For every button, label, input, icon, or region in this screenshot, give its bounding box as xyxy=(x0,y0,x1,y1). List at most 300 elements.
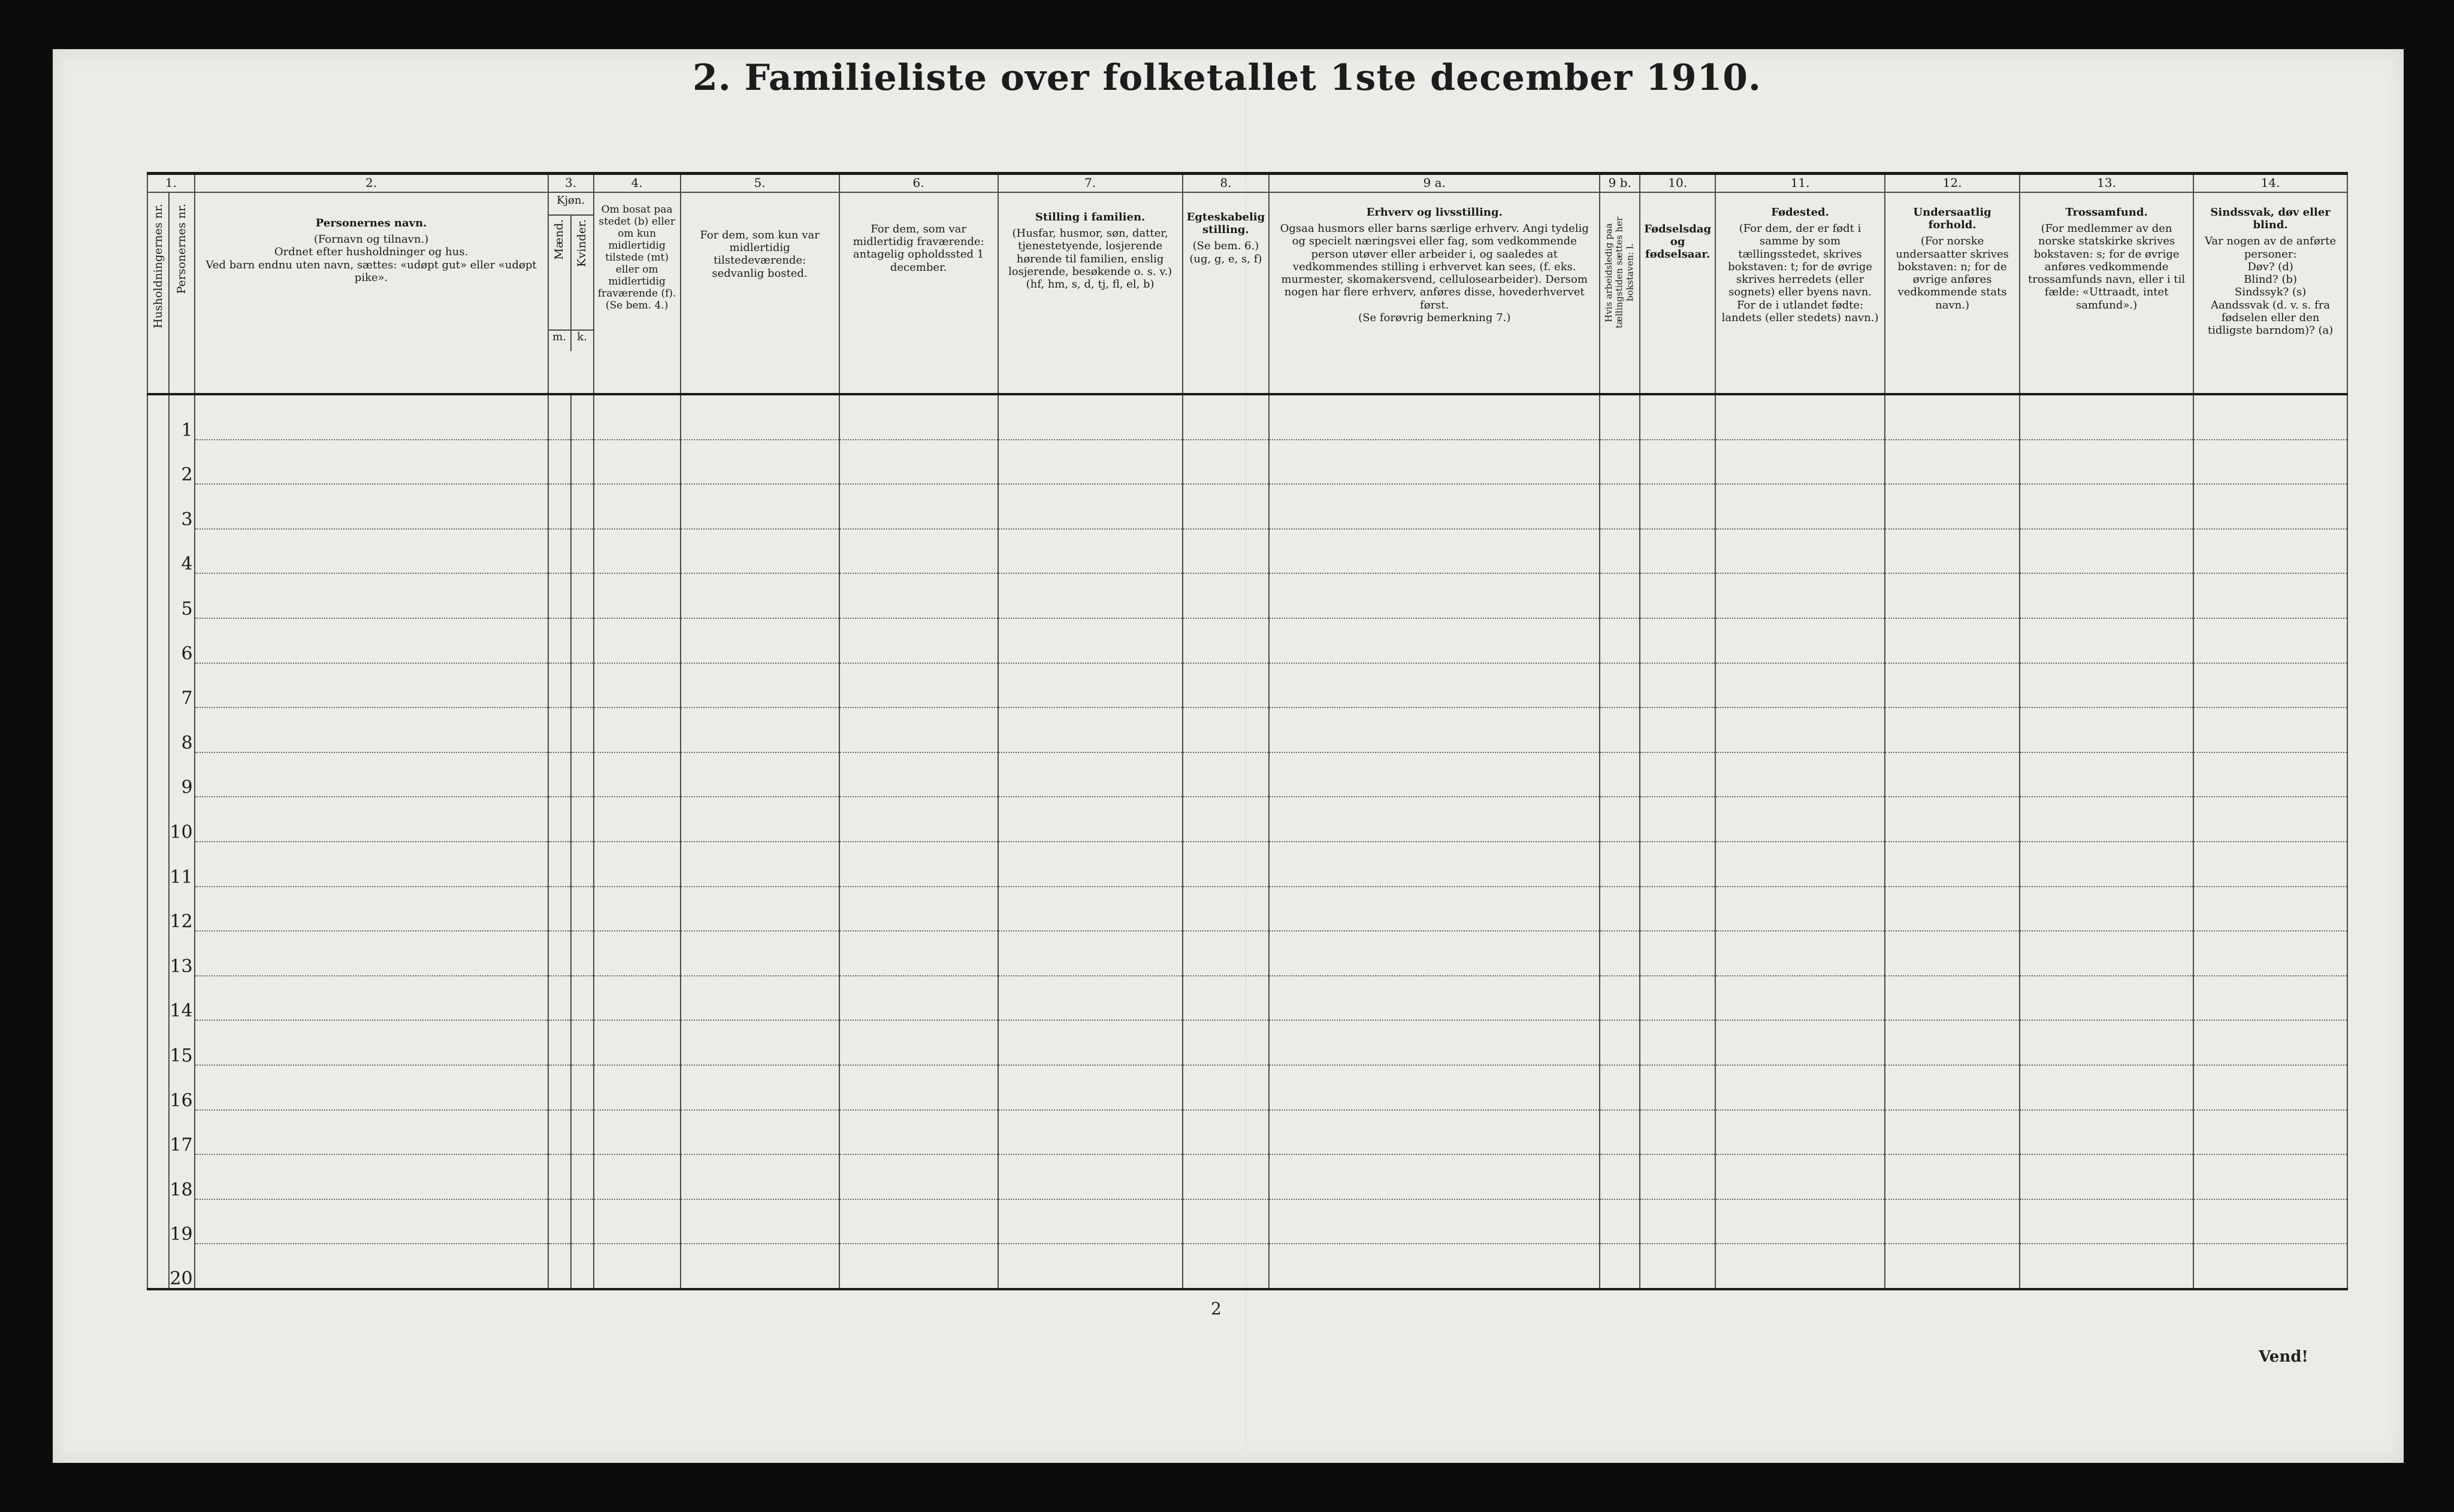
entry-cell[interactable] xyxy=(594,529,681,574)
entry-cell[interactable] xyxy=(839,1110,998,1155)
entry-cell[interactable] xyxy=(195,1244,548,1289)
entry-cell[interactable] xyxy=(548,1065,571,1110)
entry-cell[interactable] xyxy=(681,618,839,663)
entry-cell[interactable] xyxy=(681,1199,839,1244)
entry-cell[interactable] xyxy=(839,618,998,663)
entry-cell[interactable] xyxy=(839,842,998,887)
entry-cell[interactable] xyxy=(681,1154,839,1199)
entry-cell[interactable] xyxy=(147,484,169,529)
entry-cell[interactable] xyxy=(147,1154,169,1199)
entry-cell[interactable] xyxy=(571,529,594,574)
entry-cell[interactable] xyxy=(594,707,681,752)
entry-cell[interactable] xyxy=(1640,752,1715,797)
entry-cell[interactable] xyxy=(548,1154,571,1199)
entry-cell[interactable] xyxy=(1269,1244,1600,1289)
entry-cell[interactable] xyxy=(998,1110,1183,1155)
entry-cell[interactable] xyxy=(2020,976,2193,1021)
entry-cell[interactable] xyxy=(2020,663,2193,708)
entry-cell[interactable] xyxy=(1885,618,2020,663)
entry-cell[interactable] xyxy=(548,618,571,663)
entry-cell[interactable] xyxy=(839,1244,998,1289)
entry-cell[interactable] xyxy=(998,440,1183,485)
entry-cell[interactable] xyxy=(2193,484,2347,529)
entry-cell[interactable] xyxy=(681,573,839,618)
entry-cell[interactable] xyxy=(2193,887,2347,932)
entry-cell[interactable] xyxy=(681,887,839,932)
entry-cell[interactable] xyxy=(571,752,594,797)
entry-cell[interactable] xyxy=(681,394,839,440)
entry-cell[interactable] xyxy=(1269,707,1600,752)
entry-cell[interactable] xyxy=(681,440,839,485)
entry-cell[interactable] xyxy=(998,1020,1183,1065)
entry-cell[interactable] xyxy=(1269,394,1600,440)
entry-cell[interactable] xyxy=(998,618,1183,663)
entry-cell[interactable] xyxy=(1640,1065,1715,1110)
entry-cell[interactable] xyxy=(1600,529,1640,574)
entry-cell[interactable] xyxy=(1183,663,1270,708)
entry-cell[interactable] xyxy=(548,1110,571,1155)
entry-cell[interactable] xyxy=(1885,797,2020,842)
entry-cell[interactable] xyxy=(1183,618,1270,663)
entry-cell[interactable] xyxy=(571,1065,594,1110)
entry-cell[interactable] xyxy=(195,752,548,797)
entry-cell[interactable] xyxy=(839,707,998,752)
entry-cell[interactable] xyxy=(1640,573,1715,618)
entry-cell[interactable] xyxy=(571,1244,594,1289)
entry-cell[interactable] xyxy=(1269,1065,1600,1110)
entry-cell[interactable] xyxy=(1600,797,1640,842)
entry-cell[interactable] xyxy=(2020,1110,2193,1155)
entry-cell[interactable] xyxy=(195,797,548,842)
entry-cell[interactable] xyxy=(2193,618,2347,663)
entry-cell[interactable] xyxy=(1600,1020,1640,1065)
entry-cell[interactable] xyxy=(1715,797,1885,842)
entry-cell[interactable] xyxy=(1269,797,1600,842)
entry-cell[interactable] xyxy=(1600,1199,1640,1244)
entry-cell[interactable] xyxy=(1885,752,2020,797)
entry-cell[interactable] xyxy=(548,484,571,529)
entry-cell[interactable] xyxy=(1600,1110,1640,1155)
entry-cell[interactable] xyxy=(1885,663,2020,708)
entry-cell[interactable] xyxy=(1600,887,1640,932)
entry-cell[interactable] xyxy=(1600,842,1640,887)
entry-cell[interactable] xyxy=(681,707,839,752)
entry-cell[interactable] xyxy=(147,618,169,663)
entry-cell[interactable] xyxy=(594,618,681,663)
entry-cell[interactable] xyxy=(147,752,169,797)
entry-cell[interactable] xyxy=(147,1020,169,1065)
entry-cell[interactable] xyxy=(548,797,571,842)
entry-cell[interactable] xyxy=(998,484,1183,529)
entry-cell[interactable] xyxy=(2020,707,2193,752)
entry-cell[interactable] xyxy=(548,1244,571,1289)
entry-cell[interactable] xyxy=(571,797,594,842)
entry-cell[interactable] xyxy=(998,1154,1183,1199)
entry-cell[interactable] xyxy=(1269,440,1600,485)
entry-cell[interactable] xyxy=(681,842,839,887)
entry-cell[interactable] xyxy=(147,573,169,618)
entry-cell[interactable] xyxy=(1640,1244,1715,1289)
entry-cell[interactable] xyxy=(2193,440,2347,485)
entry-cell[interactable] xyxy=(548,887,571,932)
entry-cell[interactable] xyxy=(2193,707,2347,752)
entry-cell[interactable] xyxy=(1269,1154,1600,1199)
entry-cell[interactable] xyxy=(594,440,681,485)
entry-cell[interactable] xyxy=(147,976,169,1021)
entry-cell[interactable] xyxy=(1885,1244,2020,1289)
entry-cell[interactable] xyxy=(2193,1244,2347,1289)
entry-cell[interactable] xyxy=(1600,1154,1640,1199)
entry-cell[interactable] xyxy=(571,394,594,440)
entry-cell[interactable] xyxy=(548,663,571,708)
entry-cell[interactable] xyxy=(195,573,548,618)
entry-cell[interactable] xyxy=(1715,752,1885,797)
entry-cell[interactable] xyxy=(1183,976,1270,1021)
entry-cell[interactable] xyxy=(1269,618,1600,663)
entry-cell[interactable] xyxy=(1715,887,1885,932)
entry-cell[interactable] xyxy=(998,797,1183,842)
entry-cell[interactable] xyxy=(1600,484,1640,529)
entry-cell[interactable] xyxy=(594,573,681,618)
entry-cell[interactable] xyxy=(548,842,571,887)
entry-cell[interactable] xyxy=(681,1110,839,1155)
entry-cell[interactable] xyxy=(548,931,571,976)
entry-cell[interactable] xyxy=(1715,1020,1885,1065)
entry-cell[interactable] xyxy=(594,394,681,440)
entry-cell[interactable] xyxy=(1715,842,1885,887)
entry-cell[interactable] xyxy=(681,752,839,797)
entry-cell[interactable] xyxy=(681,1244,839,1289)
entry-cell[interactable] xyxy=(1269,752,1600,797)
entry-cell[interactable] xyxy=(1715,1110,1885,1155)
entry-cell[interactable] xyxy=(548,573,571,618)
entry-cell[interactable] xyxy=(1600,707,1640,752)
entry-cell[interactable] xyxy=(2020,797,2193,842)
entry-cell[interactable] xyxy=(2020,484,2193,529)
entry-cell[interactable] xyxy=(998,573,1183,618)
entry-cell[interactable] xyxy=(1600,440,1640,485)
entry-cell[interactable] xyxy=(1885,394,2020,440)
entry-cell[interactable] xyxy=(1269,887,1600,932)
entry-cell[interactable] xyxy=(1600,1065,1640,1110)
entry-cell[interactable] xyxy=(1715,1199,1885,1244)
entry-cell[interactable] xyxy=(548,394,571,440)
entry-cell[interactable] xyxy=(1183,1154,1270,1199)
entry-cell[interactable] xyxy=(1183,797,1270,842)
entry-cell[interactable] xyxy=(998,887,1183,932)
entry-cell[interactable] xyxy=(1640,529,1715,574)
entry-cell[interactable] xyxy=(594,1110,681,1155)
entry-cell[interactable] xyxy=(1885,1020,2020,1065)
entry-cell[interactable] xyxy=(571,1110,594,1155)
entry-cell[interactable] xyxy=(2193,573,2347,618)
entry-cell[interactable] xyxy=(998,394,1183,440)
entry-cell[interactable] xyxy=(839,1020,998,1065)
entry-cell[interactable] xyxy=(571,1154,594,1199)
entry-cell[interactable] xyxy=(998,707,1183,752)
entry-cell[interactable] xyxy=(998,1065,1183,1110)
entry-cell[interactable] xyxy=(839,663,998,708)
entry-cell[interactable] xyxy=(594,1154,681,1199)
entry-cell[interactable] xyxy=(2020,1065,2193,1110)
entry-cell[interactable] xyxy=(839,1199,998,1244)
entry-cell[interactable] xyxy=(1640,440,1715,485)
entry-cell[interactable] xyxy=(571,842,594,887)
entry-cell[interactable] xyxy=(839,529,998,574)
entry-cell[interactable] xyxy=(195,887,548,932)
entry-cell[interactable] xyxy=(594,1244,681,1289)
entry-cell[interactable] xyxy=(1885,440,2020,485)
entry-cell[interactable] xyxy=(195,618,548,663)
entry-cell[interactable] xyxy=(1640,1154,1715,1199)
entry-cell[interactable] xyxy=(1269,663,1600,708)
entry-cell[interactable] xyxy=(1640,887,1715,932)
entry-cell[interactable] xyxy=(1600,618,1640,663)
entry-cell[interactable] xyxy=(1715,440,1885,485)
entry-cell[interactable] xyxy=(1183,440,1270,485)
entry-cell[interactable] xyxy=(1715,484,1885,529)
entry-cell[interactable] xyxy=(681,1020,839,1065)
entry-cell[interactable] xyxy=(195,976,548,1021)
entry-cell[interactable] xyxy=(1600,976,1640,1021)
entry-cell[interactable] xyxy=(548,752,571,797)
entry-cell[interactable] xyxy=(594,797,681,842)
entry-cell[interactable] xyxy=(1183,1020,1270,1065)
entry-cell[interactable] xyxy=(571,931,594,976)
entry-cell[interactable] xyxy=(1885,1154,2020,1199)
entry-cell[interactable] xyxy=(1640,394,1715,440)
entry-cell[interactable] xyxy=(1885,1199,2020,1244)
entry-cell[interactable] xyxy=(594,1199,681,1244)
entry-cell[interactable] xyxy=(2020,618,2193,663)
entry-cell[interactable] xyxy=(594,752,681,797)
entry-cell[interactable] xyxy=(998,931,1183,976)
entry-cell[interactable] xyxy=(1269,573,1600,618)
entry-cell[interactable] xyxy=(548,976,571,1021)
entry-cell[interactable] xyxy=(1640,842,1715,887)
entry-cell[interactable] xyxy=(2020,440,2193,485)
entry-cell[interactable] xyxy=(571,1199,594,1244)
entry-cell[interactable] xyxy=(1885,1065,2020,1110)
entry-cell[interactable] xyxy=(2193,1154,2347,1199)
entry-cell[interactable] xyxy=(1183,394,1270,440)
entry-cell[interactable] xyxy=(1640,707,1715,752)
entry-cell[interactable] xyxy=(1269,1199,1600,1244)
entry-cell[interactable] xyxy=(548,707,571,752)
entry-cell[interactable] xyxy=(1885,573,2020,618)
entry-cell[interactable] xyxy=(571,707,594,752)
entry-cell[interactable] xyxy=(2193,1199,2347,1244)
entry-cell[interactable] xyxy=(1600,394,1640,440)
entry-cell[interactable] xyxy=(1183,529,1270,574)
entry-cell[interactable] xyxy=(839,887,998,932)
entry-cell[interactable] xyxy=(2020,1199,2193,1244)
entry-cell[interactable] xyxy=(2193,394,2347,440)
entry-cell[interactable] xyxy=(548,440,571,485)
entry-cell[interactable] xyxy=(2193,529,2347,574)
entry-cell[interactable] xyxy=(681,797,839,842)
entry-cell[interactable] xyxy=(147,931,169,976)
entry-cell[interactable] xyxy=(195,1154,548,1199)
entry-cell[interactable] xyxy=(1640,663,1715,708)
entry-cell[interactable] xyxy=(681,931,839,976)
entry-cell[interactable] xyxy=(571,976,594,1021)
entry-cell[interactable] xyxy=(1715,976,1885,1021)
entry-cell[interactable] xyxy=(1269,484,1600,529)
entry-cell[interactable] xyxy=(2193,1020,2347,1065)
entry-cell[interactable] xyxy=(2020,1154,2193,1199)
entry-cell[interactable] xyxy=(147,842,169,887)
entry-cell[interactable] xyxy=(1885,707,2020,752)
entry-cell[interactable] xyxy=(998,1199,1183,1244)
entry-cell[interactable] xyxy=(1715,1154,1885,1199)
entry-cell[interactable] xyxy=(594,484,681,529)
entry-cell[interactable] xyxy=(1640,1020,1715,1065)
entry-cell[interactable] xyxy=(998,752,1183,797)
entry-cell[interactable] xyxy=(195,931,548,976)
entry-cell[interactable] xyxy=(571,887,594,932)
entry-cell[interactable] xyxy=(681,976,839,1021)
entry-cell[interactable] xyxy=(571,484,594,529)
entry-cell[interactable] xyxy=(1715,573,1885,618)
entry-cell[interactable] xyxy=(147,707,169,752)
entry-cell[interactable] xyxy=(1183,1110,1270,1155)
entry-cell[interactable] xyxy=(1885,484,2020,529)
entry-cell[interactable] xyxy=(594,663,681,708)
entry-cell[interactable] xyxy=(1640,797,1715,842)
entry-cell[interactable] xyxy=(1269,842,1600,887)
entry-cell[interactable] xyxy=(1885,1110,2020,1155)
entry-cell[interactable] xyxy=(2193,752,2347,797)
entry-cell[interactable] xyxy=(195,663,548,708)
entry-cell[interactable] xyxy=(195,394,548,440)
entry-cell[interactable] xyxy=(594,976,681,1021)
entry-cell[interactable] xyxy=(1183,707,1270,752)
entry-cell[interactable] xyxy=(594,1020,681,1065)
entry-cell[interactable] xyxy=(839,797,998,842)
entry-cell[interactable] xyxy=(1183,1199,1270,1244)
entry-cell[interactable] xyxy=(548,529,571,574)
entry-cell[interactable] xyxy=(195,842,548,887)
entry-cell[interactable] xyxy=(1183,1065,1270,1110)
entry-cell[interactable] xyxy=(195,1110,548,1155)
entry-cell[interactable] xyxy=(839,394,998,440)
entry-cell[interactable] xyxy=(195,529,548,574)
entry-cell[interactable] xyxy=(2020,1244,2193,1289)
entry-cell[interactable] xyxy=(1269,1110,1600,1155)
entry-cell[interactable] xyxy=(1640,1199,1715,1244)
entry-cell[interactable] xyxy=(839,440,998,485)
entry-cell[interactable] xyxy=(1640,976,1715,1021)
entry-cell[interactable] xyxy=(2020,752,2193,797)
entry-cell[interactable] xyxy=(195,1065,548,1110)
entry-cell[interactable] xyxy=(839,931,998,976)
entry-cell[interactable] xyxy=(2020,394,2193,440)
entry-cell[interactable] xyxy=(998,663,1183,708)
entry-cell[interactable] xyxy=(2020,573,2193,618)
entry-cell[interactable] xyxy=(147,394,169,440)
entry-cell[interactable] xyxy=(195,1020,548,1065)
entry-cell[interactable] xyxy=(2193,797,2347,842)
entry-cell[interactable] xyxy=(1183,484,1270,529)
entry-cell[interactable] xyxy=(1183,573,1270,618)
entry-cell[interactable] xyxy=(571,1020,594,1065)
entry-cell[interactable] xyxy=(1600,573,1640,618)
entry-cell[interactable] xyxy=(839,484,998,529)
entry-cell[interactable] xyxy=(195,707,548,752)
entry-cell[interactable] xyxy=(2193,842,2347,887)
entry-cell[interactable] xyxy=(681,1065,839,1110)
entry-cell[interactable] xyxy=(839,1154,998,1199)
entry-cell[interactable] xyxy=(147,663,169,708)
entry-cell[interactable] xyxy=(1269,529,1600,574)
entry-cell[interactable] xyxy=(998,529,1183,574)
entry-cell[interactable] xyxy=(147,440,169,485)
entry-cell[interactable] xyxy=(594,842,681,887)
entry-cell[interactable] xyxy=(1183,752,1270,797)
entry-cell[interactable] xyxy=(681,484,839,529)
entry-cell[interactable] xyxy=(548,1020,571,1065)
entry-cell[interactable] xyxy=(1640,1110,1715,1155)
entry-cell[interactable] xyxy=(147,797,169,842)
entry-cell[interactable] xyxy=(1183,1244,1270,1289)
entry-cell[interactable] xyxy=(1885,842,2020,887)
entry-cell[interactable] xyxy=(839,573,998,618)
entry-cell[interactable] xyxy=(594,1065,681,1110)
entry-cell[interactable] xyxy=(195,440,548,485)
entry-cell[interactable] xyxy=(1183,931,1270,976)
entry-cell[interactable] xyxy=(1640,484,1715,529)
entry-cell[interactable] xyxy=(1885,976,2020,1021)
entry-cell[interactable] xyxy=(1600,931,1640,976)
entry-cell[interactable] xyxy=(548,1199,571,1244)
entry-cell[interactable] xyxy=(1715,1065,1885,1110)
entry-cell[interactable] xyxy=(2020,842,2193,887)
entry-cell[interactable] xyxy=(839,752,998,797)
entry-cell[interactable] xyxy=(2020,887,2193,932)
entry-cell[interactable] xyxy=(1600,663,1640,708)
entry-cell[interactable] xyxy=(1885,529,2020,574)
entry-cell[interactable] xyxy=(839,976,998,1021)
entry-cell[interactable] xyxy=(571,663,594,708)
entry-cell[interactable] xyxy=(2193,1110,2347,1155)
entry-cell[interactable] xyxy=(571,440,594,485)
entry-cell[interactable] xyxy=(1885,887,2020,932)
entry-cell[interactable] xyxy=(147,1065,169,1110)
entry-cell[interactable] xyxy=(2020,931,2193,976)
entry-cell[interactable] xyxy=(2193,663,2347,708)
entry-cell[interactable] xyxy=(147,887,169,932)
entry-cell[interactable] xyxy=(839,1065,998,1110)
entry-cell[interactable] xyxy=(571,573,594,618)
entry-cell[interactable] xyxy=(681,529,839,574)
entry-cell[interactable] xyxy=(1715,618,1885,663)
entry-cell[interactable] xyxy=(594,931,681,976)
entry-cell[interactable] xyxy=(195,484,548,529)
entry-cell[interactable] xyxy=(594,887,681,932)
entry-cell[interactable] xyxy=(1183,887,1270,932)
entry-cell[interactable] xyxy=(1715,1244,1885,1289)
entry-cell[interactable] xyxy=(147,1244,169,1289)
entry-cell[interactable] xyxy=(1640,931,1715,976)
entry-cell[interactable] xyxy=(1715,707,1885,752)
entry-cell[interactable] xyxy=(1269,931,1600,976)
entry-cell[interactable] xyxy=(2193,931,2347,976)
entry-cell[interactable] xyxy=(1715,394,1885,440)
entry-cell[interactable] xyxy=(1715,931,1885,976)
entry-cell[interactable] xyxy=(2020,529,2193,574)
entry-cell[interactable] xyxy=(1715,663,1885,708)
